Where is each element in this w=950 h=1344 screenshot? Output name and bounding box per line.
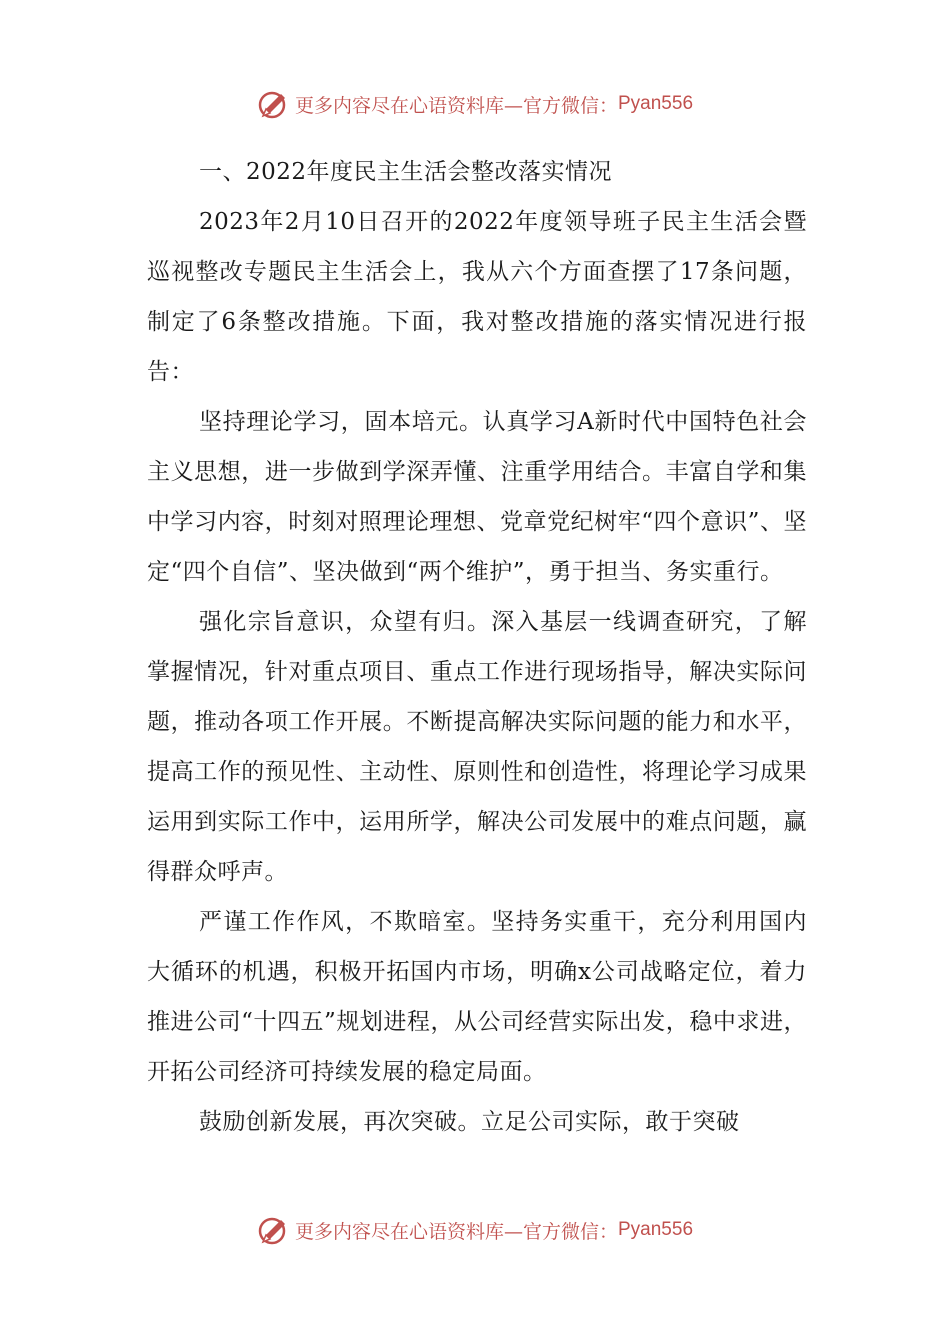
paragraph: 严谨工作作风，不欺暗室。坚持务实重干，充分利用国内大循环的机遇，积极开拓国内市场，明确x公司战略定位，着力推进公司“十四五”规划进程，从公司经营实际出发，稳中求进，开拓公司经济可持续发展的稳定局面。 bbox=[147, 909, 807, 1085]
paragraph: 强化宗旨意识，众望有归。深入基层一线调查研究，了解掌握情况，针对重点项目、重点工作进行现场指导，解决实际问题，推动各项工作开展。不断提高解决实际问题的能力和水平，提高工作的预见性、主动性、原则性和创造性，将理论学习成果运用到实际工作中，运用所学，解决公司发展中的难点问题，赢得群众呼声。 bbox=[147, 609, 807, 885]
paragraph: 鼓励创新发展，再次突破。立足公司实际，敢于突破 bbox=[199, 1109, 740, 1135]
watermark-banner-bottom bbox=[0, 1210, 950, 1250]
watermark-text: 更多内容尽在心语资料库—官方微信： bbox=[294, 1220, 618, 1243]
watermark-banner-top bbox=[0, 84, 950, 124]
pen-logo-icon bbox=[257, 87, 291, 121]
watermark-wechat-id: Pyan556 bbox=[618, 1219, 694, 1240]
section-heading: 一、2022年度民主生活会整改落实情况 bbox=[199, 159, 613, 185]
paragraph: 2023年2月10日召开的2022年度领导班子民主生活会暨巡视整改专题民主生活会上，我从六个方面查摆了17条问题，制定了6条整改措施。下面，我对整改措施的落实情况进行报告： bbox=[147, 209, 807, 385]
document-body bbox=[147, 147, 807, 1147]
watermark-text: 更多内容尽在心语资料库—官方微信： bbox=[294, 94, 618, 117]
paragraph: 坚持理论学习，固本培元。认真学习A新时代中国特色社会主义思想，进一步做到学深弄懂、注重学用结合。丰富自学和集中学习内容，时刻对照理论理想、党章党纪树牢“四个意识”、坚定“四个自信”、坚决做到“两个维护”，勇于担当、务实重行。 bbox=[147, 409, 807, 585]
watermark-wechat-id: Pyan556 bbox=[618, 93, 694, 114]
pen-logo-icon bbox=[257, 1213, 291, 1247]
